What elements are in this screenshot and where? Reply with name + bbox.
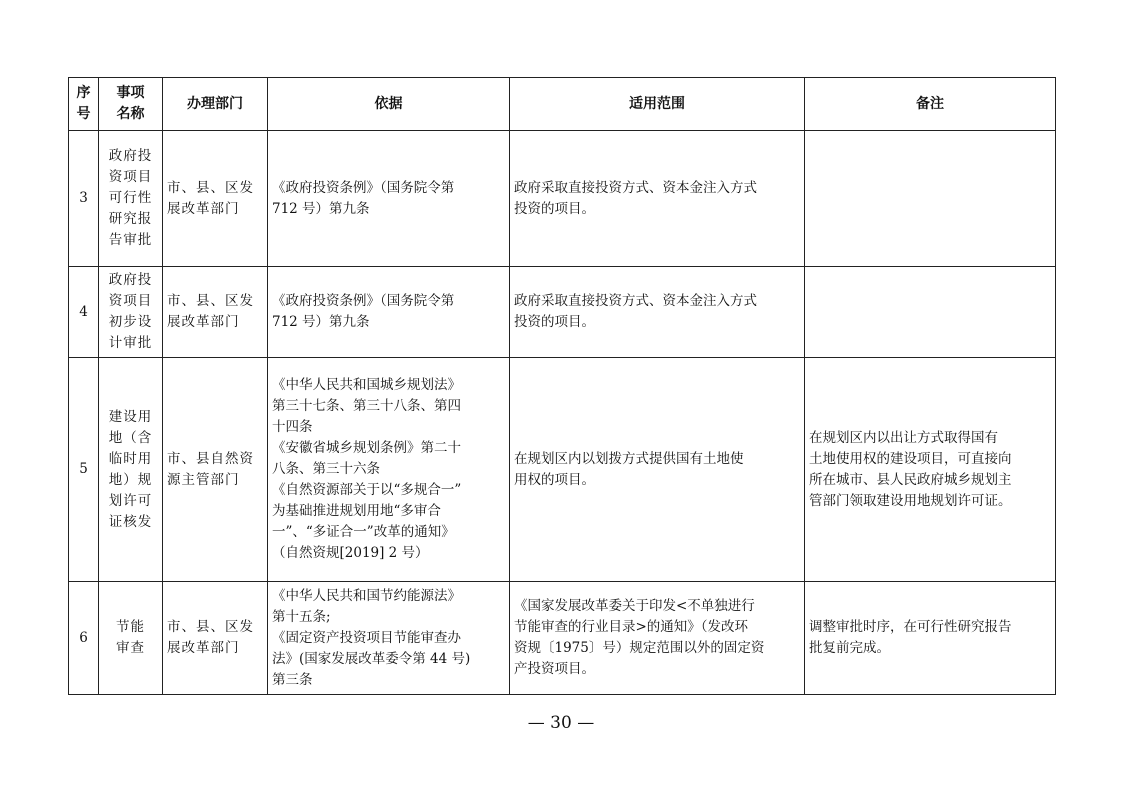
row-number: 6 xyxy=(69,582,99,695)
cell-text-line: 展改革部门 xyxy=(167,314,240,330)
department-cell xyxy=(163,358,268,582)
cell-text-line: 调整审批时序，在可行性研究报告 xyxy=(809,619,1012,635)
header-no xyxy=(69,78,99,131)
cell-text-line: 资项目 xyxy=(108,293,153,309)
approval-items-table xyxy=(68,77,1056,695)
scope-cell xyxy=(510,267,805,358)
cell-text-line: 资项目 xyxy=(108,169,153,185)
cell-text-line: 所在城市、县人民政府城乡规划主 xyxy=(809,471,1012,488)
row-number: 5 xyxy=(69,358,99,582)
cell-text-line: 号 xyxy=(76,106,91,122)
cell-text-line: 名称 xyxy=(116,106,145,122)
header-scope: 适用范围 xyxy=(510,78,805,131)
note-cell xyxy=(805,358,1056,582)
basis-cell xyxy=(268,582,510,695)
department-cell xyxy=(163,582,268,695)
cell-text-line: 《政府投资条例》（国务院令第 xyxy=(272,293,455,309)
cell-text-line: 管部门领取建设用地规划许可证。 xyxy=(809,492,1012,509)
cell-text-line: 产投资项目。 xyxy=(514,661,595,677)
scope-cell xyxy=(510,358,805,582)
cell-text-line: 投资的项目。 xyxy=(514,200,595,217)
item-name-cell xyxy=(99,131,163,267)
cell-text-line: 政府投 xyxy=(108,148,153,164)
cell-text-line: 地（含 xyxy=(108,429,153,446)
table-header-row xyxy=(69,78,1056,131)
cell-text-line: 一”、“多证合一”改革的通知》 xyxy=(272,524,455,540)
cell-text-line: 政府采取直接投资方式、资本金注入方式 xyxy=(514,179,757,196)
cell-text-line: 展改革部门 xyxy=(167,200,240,217)
cell-text-line: 批复前完成。 xyxy=(809,640,890,656)
cell-text-line: 《固定资产投资项目节能审查办 xyxy=(272,629,461,646)
cell-text-line: 节能 xyxy=(116,619,145,635)
cell-text-line: 地）规 xyxy=(108,471,153,488)
cell-text-line: 市、县、区发 xyxy=(167,293,254,309)
cell-text-line: 《安徽省城乡规划条例》第二十 xyxy=(272,440,461,456)
cell-text-line: 节能审查的行业目录>的通知》（发改环 xyxy=(514,619,749,635)
note-cell xyxy=(805,131,1056,267)
cell-text-line: 证核发 xyxy=(108,513,153,530)
cell-text-line: 在规划区内以划拨方式提供国有土地使 xyxy=(514,450,744,467)
cell-text-line: 划许可 xyxy=(108,492,153,509)
department-cell xyxy=(163,267,268,358)
cell-text-line: 市、县自然资 xyxy=(167,450,254,467)
cell-text-line: 712 号）第九条 xyxy=(272,314,370,330)
basis-cell xyxy=(268,358,510,582)
cell-text-line: 序 xyxy=(76,85,91,101)
cell-text-line: 《自然资源部关于以“多规合一” xyxy=(272,482,462,498)
cell-text-line: 临时用 xyxy=(108,450,153,467)
cell-text-line: 政府投 xyxy=(108,272,153,288)
scope-cell xyxy=(510,582,805,695)
row-number: 3 xyxy=(69,131,99,267)
item-name-cell xyxy=(99,358,163,582)
header-name xyxy=(99,78,163,131)
header-dept: 办理部门 xyxy=(163,78,268,131)
cell-text-line: 712 号）第九条 xyxy=(272,200,370,217)
cell-text-line: 事项 xyxy=(116,85,145,101)
note-cell xyxy=(805,267,1056,358)
cell-text-line: 资规〔1975〕号）规定范围以外的固定资 xyxy=(514,640,765,656)
cell-text-line: 研究报 xyxy=(108,211,153,227)
cell-text-line: 市、县、区发 xyxy=(167,619,254,635)
cell-text-line: 十四条 xyxy=(272,419,313,435)
cell-text-line: 《中华人民共和国节约能源法》 xyxy=(272,587,461,604)
table-row xyxy=(69,358,1056,582)
header-basis: 依据 xyxy=(268,78,510,131)
cell-text-line: 政府采取直接投资方式、资本金注入方式 xyxy=(514,293,757,309)
cell-text-line: 第三条 xyxy=(272,671,313,688)
cell-text-line: 计审批 xyxy=(108,335,153,351)
note-cell xyxy=(805,582,1056,695)
cell-text-line: 建设用 xyxy=(108,408,153,425)
cell-text-line: 用权的项目。 xyxy=(514,471,595,488)
department-cell xyxy=(163,131,268,267)
cell-text-line: 第三十七条、第三十八条、第四 xyxy=(272,398,461,414)
cell-text-line: 审查 xyxy=(116,640,145,656)
cell-text-line: 法》(国家发展改革委令第 44 号) xyxy=(272,650,471,667)
cell-text-line: 土地使用权的建设项目，可直接向 xyxy=(809,450,1012,467)
cell-text-line: 在规划区内以出让方式取得国有 xyxy=(809,429,998,446)
basis-cell xyxy=(268,131,510,267)
cell-text-line: （自然资规[2019] 2 号） xyxy=(272,545,429,561)
table-row xyxy=(69,131,1056,267)
basis-cell xyxy=(268,267,510,358)
cell-text-line: 展改革部门 xyxy=(167,640,240,656)
header-note: 备注 xyxy=(805,78,1056,131)
cell-text-line: 可行性 xyxy=(108,190,153,206)
cell-text-line: 源主管部门 xyxy=(167,471,240,488)
item-name-cell xyxy=(99,582,163,695)
cell-text-line: 八条、第三十六条 xyxy=(272,461,380,477)
cell-text-line: 初步设 xyxy=(108,314,153,330)
scope-cell xyxy=(510,131,805,267)
cell-text-line: 市、县、区发 xyxy=(167,179,254,196)
cell-text-line: 第十五条; xyxy=(272,608,331,625)
cell-text-line: 《国家发展改革委关于印发<不单独进行 xyxy=(514,598,755,614)
table-row xyxy=(69,582,1056,695)
cell-text-line: 告审批 xyxy=(108,232,153,248)
item-name-cell xyxy=(99,267,163,358)
cell-text-line: 为基础推进规划用地“多审合 xyxy=(272,503,441,519)
row-number: 4 xyxy=(69,267,99,358)
cell-text-line: 《政府投资条例》（国务院令第 xyxy=(272,179,455,196)
cell-text-line: 《中华人民共和国城乡规划法》 xyxy=(272,377,461,393)
page-number: — 30 — xyxy=(527,713,595,733)
cell-text-line: 投资的项目。 xyxy=(514,314,595,330)
table-row xyxy=(69,267,1056,358)
